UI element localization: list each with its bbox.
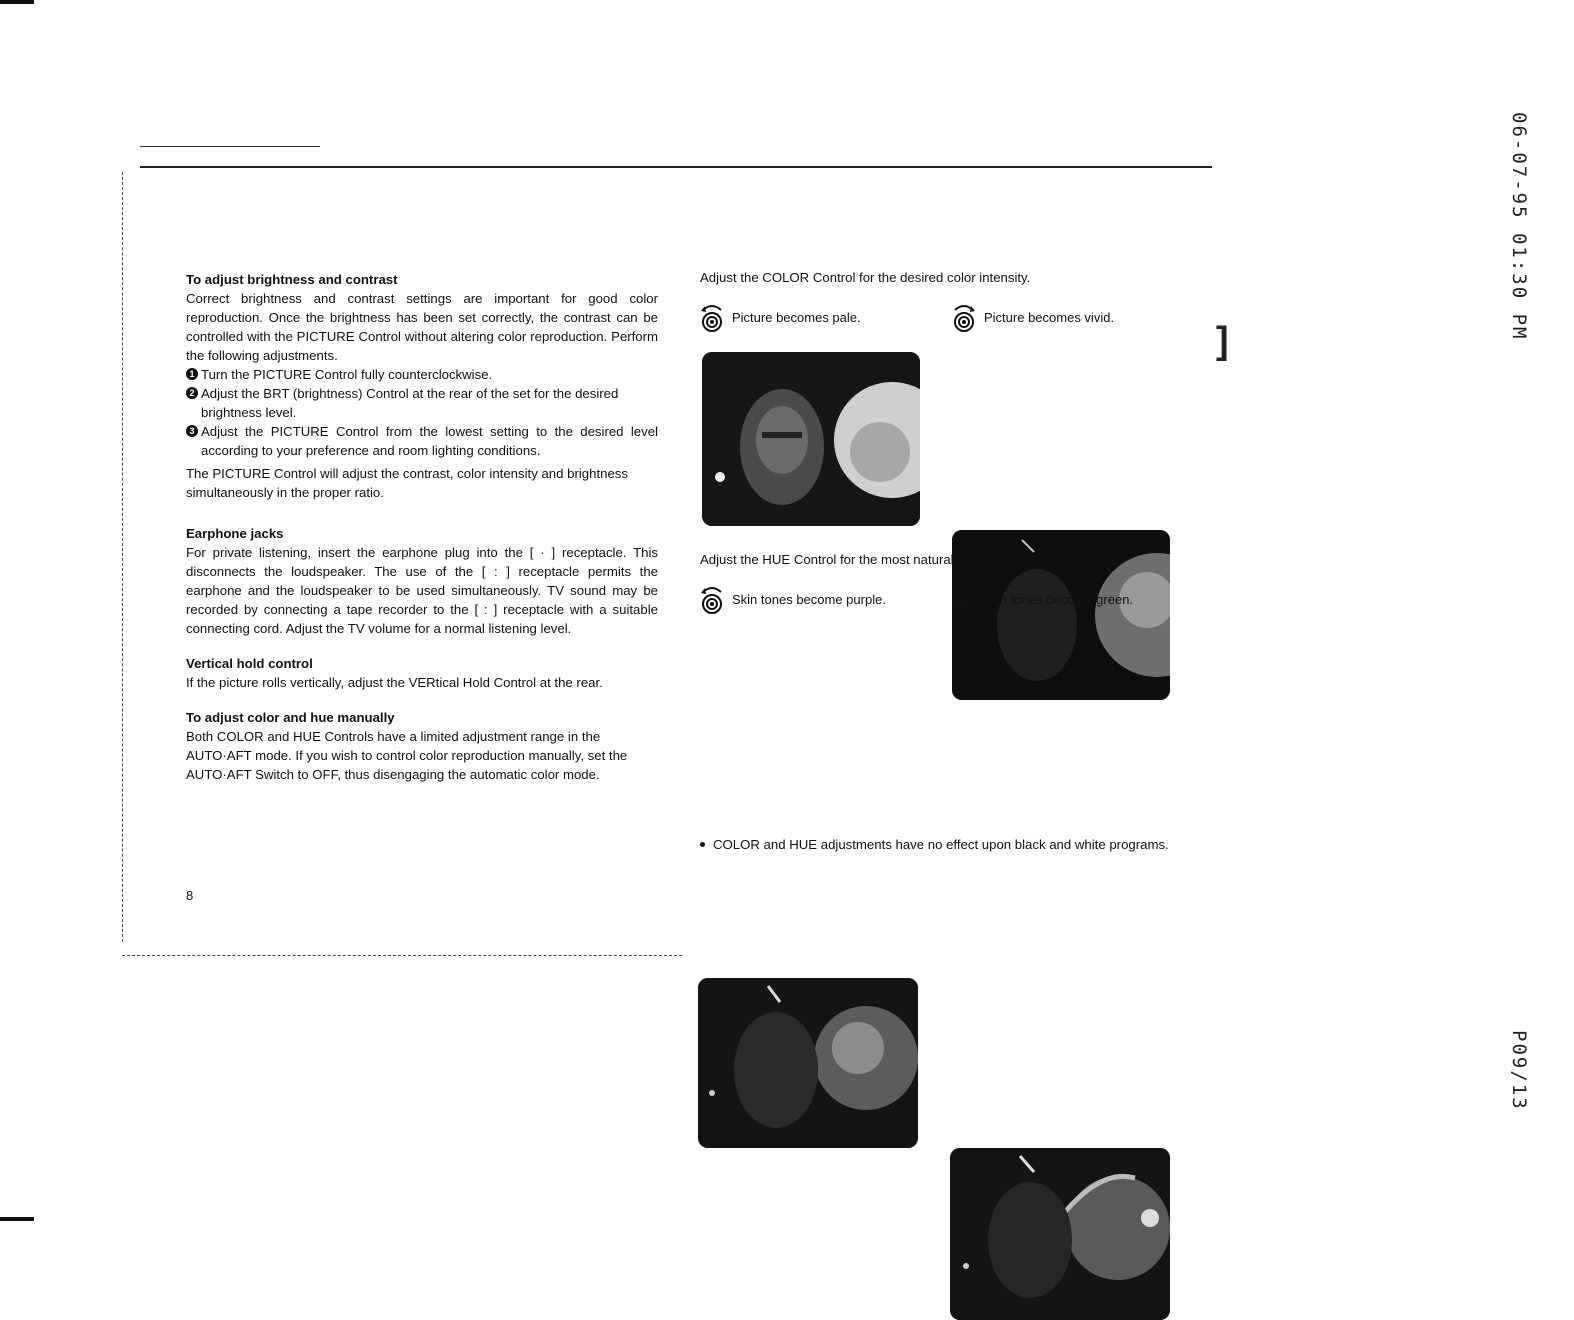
knob-clockwise-icon	[952, 302, 976, 332]
frame-line	[140, 166, 1212, 168]
earphone-heading: Earphone jacks	[186, 526, 284, 541]
scan-edge-mark	[0, 1217, 34, 1221]
bw-note-text: COLOR and HUE adjustments have no effect upon black and white programs.	[713, 837, 1169, 852]
left-column	[186, 270, 658, 784]
tv-screen-green-image	[950, 1148, 1170, 1320]
tv-screen-pale-image	[702, 352, 920, 526]
bw-note	[700, 835, 1170, 854]
color-vivid-text: Picture becomes vivid.	[984, 309, 1115, 325]
step-item	[186, 422, 658, 460]
hue-purple-text: Skin tones become purple.	[732, 591, 886, 607]
step-text: Adjust the BRT (brightness) Control at the rear of the set for the desired brightness level.	[201, 386, 619, 420]
hue-green-label	[950, 584, 1133, 614]
tv-screen-purple-image	[698, 978, 918, 1148]
knob-counterclockwise-icon	[700, 584, 724, 614]
hue-purple-label	[700, 584, 886, 614]
frame-line	[140, 146, 320, 147]
step-number-icon: 1	[186, 368, 198, 380]
color-pale-label	[700, 302, 861, 332]
bullet-icon	[700, 842, 705, 847]
step-text: Adjust the PICTURE Control from the lowest setting to the desired level according to your preference and room lighting conditions.	[201, 424, 658, 458]
fax-header-timestamp: 06-07-95 01:30 PM	[1508, 112, 1530, 341]
knob-clockwise-icon	[950, 584, 974, 614]
step-text: Turn the PICTURE Control fully counterclockwise.	[201, 367, 493, 382]
knob-counterclockwise-icon	[700, 302, 724, 332]
color-hue-text: Both COLOR and HUE Controls have a limited adjustment range in the AUTO·AFT mode. If you wish to control color reproduction manually, set the AUTO·AFT Switch to OFF, thus disengaging the automatic color mode.	[186, 729, 628, 782]
color-caption: Adjust the COLOR Control for the desired color intensity.	[700, 270, 1031, 285]
earphone-text: For private listening, insert the earphone plug into the [ · ] receptacle. This disconnects the loudspeaker. The use of the [ : ] receptacle permits the earphone and the loudspeaker to be used simultaneously. TV sound may be recorded by connecting a tape recorder to the [ : ] receptacle with a suitable connecting cord. Adjust the TV volume for a normal listening level.	[186, 545, 658, 636]
vertical-hold-text: If the picture rolls vertically, adjust the VERtical Hold Control at the rear.	[186, 675, 603, 690]
margin-mark: ]	[1216, 320, 1229, 362]
brightness-heading: To adjust brightness and contrast	[186, 272, 398, 287]
vertical-hold-heading: Vertical hold control	[186, 656, 313, 671]
fax-page-number: P09/13	[1508, 1030, 1530, 1111]
hue-caption: Adjust the HUE Control for the most natural skin tones.	[700, 552, 1021, 567]
frame-line	[122, 955, 682, 956]
color-vivid-label	[952, 302, 1114, 332]
brightness-outro: The PICTURE Control will adjust the contrast, color intensity and brightness simultaneously in the proper ratio.	[186, 466, 628, 500]
step-item	[186, 384, 658, 422]
color-hue-heading: To adjust color and hue manually	[186, 710, 395, 725]
step-number-icon: 3	[186, 425, 198, 437]
step-item	[186, 365, 658, 384]
scan-edge-mark	[0, 0, 34, 4]
brightness-intro: Correct brightness and contrast settings are important for good color reproduction. Once the brightness has been set correctly, the contrast can be controlled with the PICTURE Control without altering color reproduction. Perform the following adjustments.	[186, 291, 658, 363]
frame-line	[122, 172, 123, 942]
color-pale-text: Picture becomes pale.	[732, 309, 861, 325]
hue-green-text: Skin tones become green.	[982, 591, 1134, 607]
step-number-icon: 2	[186, 387, 198, 399]
page-number: 8	[186, 888, 194, 903]
